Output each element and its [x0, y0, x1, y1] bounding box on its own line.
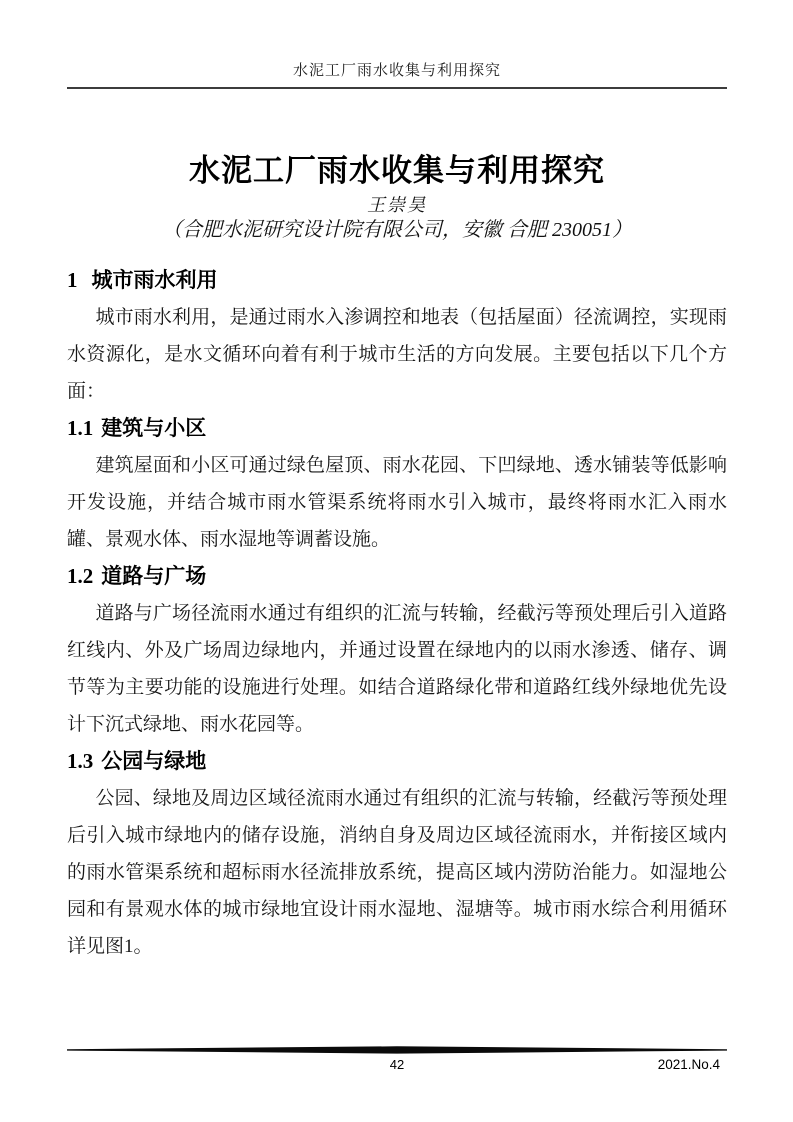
section-heading [67, 410, 727, 447]
section-heading-label: 道路与广场 [101, 565, 207, 588]
section-heading [67, 262, 727, 299]
header-rule [67, 87, 727, 89]
article-body [67, 262, 727, 965]
section-number: 1.3 [67, 749, 94, 773]
paragraph: 城市雨水利用，是通过雨水入渗调控和地表（包括屋面）径流调控，实现雨水资源化，是水文循环向着有利于城市生活的方向发展。主要包括以下几个方面： [67, 307, 727, 402]
running-header: 水泥工厂雨水收集与利用探究 [292, 63, 501, 79]
section-1-1 [67, 410, 727, 558]
footer-spindle-rule [67, 1046, 727, 1054]
issue-number: 2021.No.4 [657, 1057, 720, 1072]
section-heading-label: 城市雨水利用 [91, 269, 218, 292]
paragraph: 建筑屋面和小区可通过绿色屋顶、雨水花园、下凹绿地、透水铺装等低影响开发设施，并结合城市雨水管渠系统将雨水引入城市，最终将雨水汇入雨水罐、景观水体、雨水湿地等调蓄设施。 [67, 455, 727, 550]
section-number: 1.1 [67, 416, 94, 440]
author-affiliation: （合肥水泥研究设计院有限公司，安徽 合肥 230051） [162, 219, 632, 241]
paragraph: 公园、绿地及周边区域径流雨水通过有组织的汇流与转输，经截污等预处理后引入城市绿地内的储存设施，消纳自身及周边区域径流雨水，并衔接区域内的雨水管渠系统和超标雨水径流排放系统，提高区域内涝防治能力。如湿地公园和有景观水体的城市绿地宜设计雨水湿地、湿塘等。城市雨水综合利用循环详见图1。 [67, 788, 727, 957]
author-name: 王崇昊 [367, 195, 427, 215]
section-1 [67, 262, 727, 410]
section-number: 1.2 [67, 564, 94, 588]
section-number: 1 [67, 268, 78, 292]
spindle-rule-shape [67, 1046, 727, 1054]
paragraph: 道路与广场径流雨水通过有组织的汇流与转输，经截污等预处理后引入道路红线内、外及广场周边绿地内，并通过设置在绿地内的以雨水渗透、储存、调节等为主要功能的设施进行处理。如结合道路绿化带和道路红线外绿地优先设计下沉式绿地、雨水花园等。 [67, 603, 727, 735]
page-number: 42 [389, 1057, 405, 1072]
page-title: 水泥工厂雨水收集与利用探究 [189, 152, 605, 188]
section-heading-label: 建筑与小区 [101, 417, 207, 440]
section-heading [67, 743, 727, 780]
section-heading [67, 558, 727, 595]
section-1-2 [67, 558, 727, 743]
section-heading-label: 公园与绿地 [101, 750, 207, 773]
section-1-3 [67, 743, 727, 965]
